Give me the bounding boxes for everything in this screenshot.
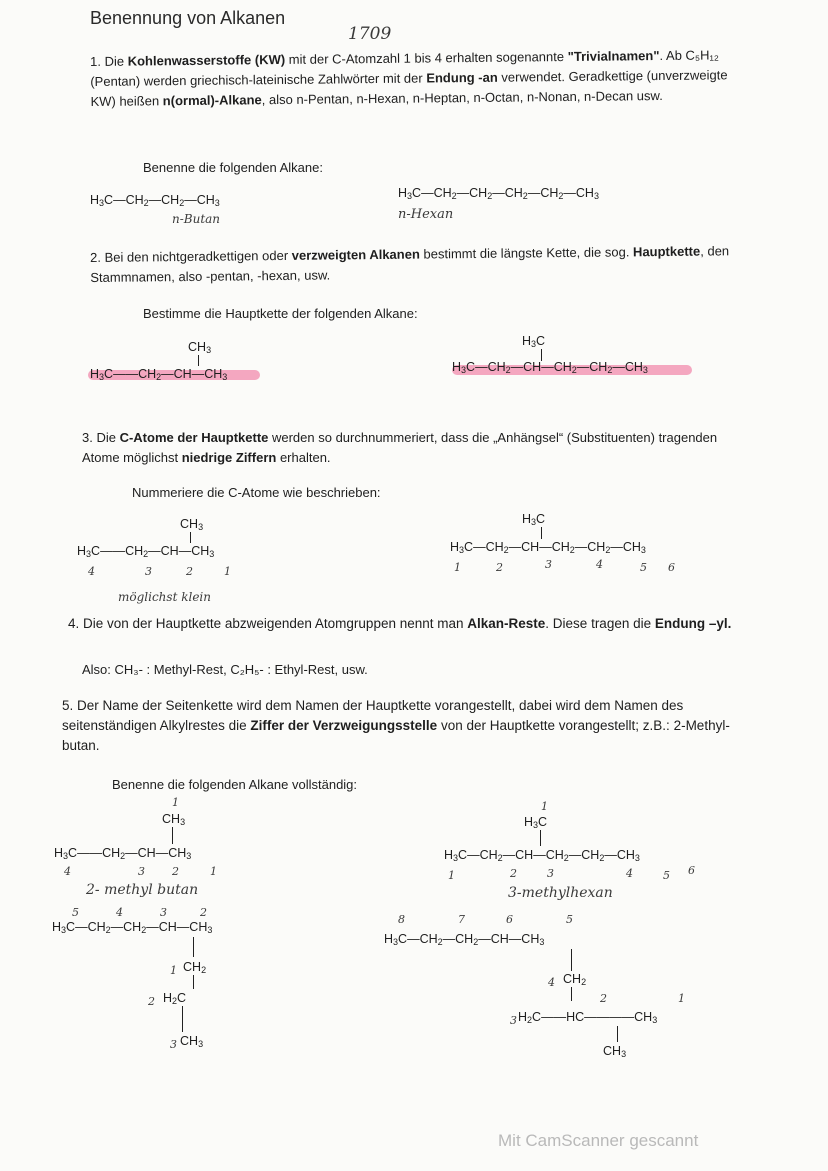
carbon-number: 1 bbox=[678, 992, 685, 1005]
carbon-number: 1 bbox=[210, 865, 217, 878]
bond-vertical bbox=[571, 987, 572, 1001]
molecule-2b-chain: $H_3C—CH_2—CH—CH_2—CH_2—CH_3$ bbox=[452, 360, 648, 375]
carbon-number: 4 bbox=[116, 906, 123, 919]
molecule-5c-chain: $H_3C—CH_2—CH_2—CH—CH_3$ bbox=[52, 920, 213, 935]
carbon-number: 7 bbox=[458, 913, 465, 926]
molecule-5d-lower-chain: $H_2C——HC————CH_3$ bbox=[518, 1010, 658, 1025]
carbon-number: 4 bbox=[64, 865, 71, 878]
methyl-branch: $H_3C$ bbox=[524, 815, 548, 830]
bond-vertical bbox=[541, 527, 542, 539]
bond-vertical bbox=[182, 1006, 183, 1032]
answer-hexan: n-Hexan bbox=[398, 207, 454, 222]
methyl-branch: $H_3C$ bbox=[522, 334, 546, 349]
handwritten-note: möglichst klein bbox=[118, 590, 211, 604]
bond-vertical bbox=[190, 532, 191, 543]
branch-ch2: $CH_2$ bbox=[563, 972, 587, 987]
carbon-number: 3 bbox=[545, 558, 552, 571]
bond-vertical bbox=[172, 827, 173, 844]
section-3-task: Nummeriere die C-Atome wie beschrieben: bbox=[132, 485, 381, 500]
carbon-number: 2 bbox=[510, 867, 517, 880]
methyl-branch: $CH_3$ bbox=[162, 812, 186, 827]
bond-vertical bbox=[193, 975, 194, 989]
molecule-hexan: $H_3C—CH_2—CH_2—CH_2—CH_2—CH_3$ bbox=[398, 186, 599, 201]
page-title: Benennung von Alkanen bbox=[90, 8, 286, 28]
carbon-number: 3 bbox=[145, 565, 152, 578]
carbon-number: 4 bbox=[626, 867, 633, 880]
carbon-number: 3 bbox=[160, 906, 167, 919]
ethyl-branch-ch2: $CH_2$ bbox=[183, 960, 207, 975]
section-3-text: 3. Die C-Atome der Hauptkette werden so durchnummeriert, dass die „Anhängsel“ (Substituenten) tragenden Atome möglichst niedrige Ziffern erhalten. bbox=[82, 430, 718, 465]
molecule-5d-chain: $H_3C—CH_2—CH_2—CH—CH_3$ bbox=[384, 932, 545, 947]
molecule-5a-chain: $H_3C——CH_2—CH—CH_3$ bbox=[54, 846, 192, 861]
methyl-branch: $CH_3$ bbox=[180, 517, 204, 532]
ethyl-branch-ch3: $CH_3$ bbox=[180, 1034, 204, 1049]
carbon-number: 1 bbox=[541, 800, 548, 813]
carbon-number: 6 bbox=[688, 864, 695, 877]
molecule-5b-chain: $H_3C—CH_2—CH—CH_2—CH_2—CH_3$ bbox=[444, 848, 640, 863]
answer-butan: n-Butan bbox=[172, 212, 221, 226]
handwritten-page-number: 1709 bbox=[348, 24, 392, 44]
section-5-task: Benenne die folgenden Alkane vollständig: bbox=[112, 777, 358, 792]
carbon-number: 1 bbox=[448, 869, 455, 882]
methyl-branch: $H_3C$ bbox=[522, 512, 546, 527]
bond-vertical bbox=[198, 355, 199, 366]
section-2-text: 2. Bei den nichtgeradkettigen oder verzweigten Alkanen bestimmt die längste Kette, die sog. Hauptkette, den Stammnamen, also -pentan, -hexan, usw. bbox=[90, 243, 730, 285]
bond-vertical bbox=[571, 949, 572, 971]
carbon-number: 3 bbox=[510, 1014, 517, 1027]
molecule-2a-chain: $H_3C——CH_2—CH—CH_3$ bbox=[90, 367, 228, 382]
molecule-3a-chain: $H_3C——CH_2—CH—CH_3$ bbox=[77, 544, 215, 559]
section-5-text: 5. Der Name der Seitenkette wird dem Namen der Hauptkette vorangestellt, dabei wird dem Namen des seitenständigen Alkylrestes die Ziffer der Verzweigungsstelle von der Hauptkette vorangestellt; z.B.: 2-Methyl-butan. bbox=[62, 698, 730, 753]
carbon-number: 5 bbox=[72, 906, 79, 919]
methyl-branch: $CH_3$ bbox=[603, 1044, 627, 1059]
molecule-butan: $H_3C—CH_2—CH_2—CH_3$ bbox=[90, 193, 220, 208]
carbon-number: 3 bbox=[170, 1038, 177, 1051]
carbon-number: 6 bbox=[506, 913, 513, 926]
carbon-number: 4 bbox=[88, 565, 95, 578]
carbon-number: 1 bbox=[454, 561, 461, 574]
section-2-task: Bestimme die Hauptkette der folgenden Alkane: bbox=[143, 306, 418, 321]
answer-5b: 3-methylhexan bbox=[508, 885, 613, 901]
answer-5a: 2- methyl butan bbox=[86, 882, 199, 898]
bond-vertical bbox=[193, 937, 194, 957]
carbon-number: 2 bbox=[172, 865, 179, 878]
carbon-number: 3 bbox=[138, 865, 145, 878]
carbon-number: 1 bbox=[170, 964, 177, 977]
section-4-examples: Also: CH₃- : Methyl-Rest, C₂H₅- : Ethyl-Rest, usw. bbox=[82, 662, 368, 677]
methyl-branch: $CH_3$ bbox=[188, 340, 212, 355]
carbon-number: 1 bbox=[172, 796, 179, 809]
camscanner-watermark: Mit CamScanner gescannt bbox=[498, 1131, 699, 1150]
bond-vertical bbox=[540, 830, 541, 846]
section-4-text: 4. Die von der Hauptkette abzweigenden Atomgruppen nennt man Alkan-Reste. Diese tragen die Endung –yl. bbox=[68, 616, 732, 631]
carbon-number: 3 bbox=[547, 867, 554, 880]
carbon-number: 1 bbox=[224, 565, 231, 578]
section-1-task: Benenne die folgenden Alkane: bbox=[143, 160, 323, 175]
section-1-text: 1. Die Kohlenwasserstoffe (KW) mit der C-Atomzahl 1 bis 4 erhalten sogenannte "Trivialnamen". Ab C₅H₁₂ (Pentan) werden griechisch-lateinische Zahlwörter mit der Endung -an verwendet. Geradkettige (unverzweigte KW) heißen n(ormal)-Alkane, also n-Pentan, n-Hexan, n-Heptan, n-Octan, n-Nonan, n-Decan usw. bbox=[90, 47, 728, 109]
carbon-number: 2 bbox=[600, 992, 607, 1005]
carbon-number: 8 bbox=[398, 913, 405, 926]
carbon-number: 2 bbox=[200, 906, 207, 919]
carbon-number: 4 bbox=[596, 558, 603, 571]
bond-vertical bbox=[617, 1026, 618, 1042]
carbon-number: 6 bbox=[668, 561, 675, 574]
carbon-number: 2 bbox=[148, 995, 155, 1008]
carbon-number: 5 bbox=[640, 561, 647, 574]
molecule-3b-chain: $H_3C—CH_2—CH—CH_2—CH_2—CH_3$ bbox=[450, 540, 646, 555]
carbon-number: 5 bbox=[566, 913, 573, 926]
carbon-number: 2 bbox=[186, 565, 193, 578]
carbon-number: 2 bbox=[496, 561, 503, 574]
ethyl-branch-h2c: $H_2C$ bbox=[163, 991, 187, 1006]
carbon-number: 4 bbox=[548, 976, 555, 989]
carbon-number: 5 bbox=[663, 869, 670, 882]
